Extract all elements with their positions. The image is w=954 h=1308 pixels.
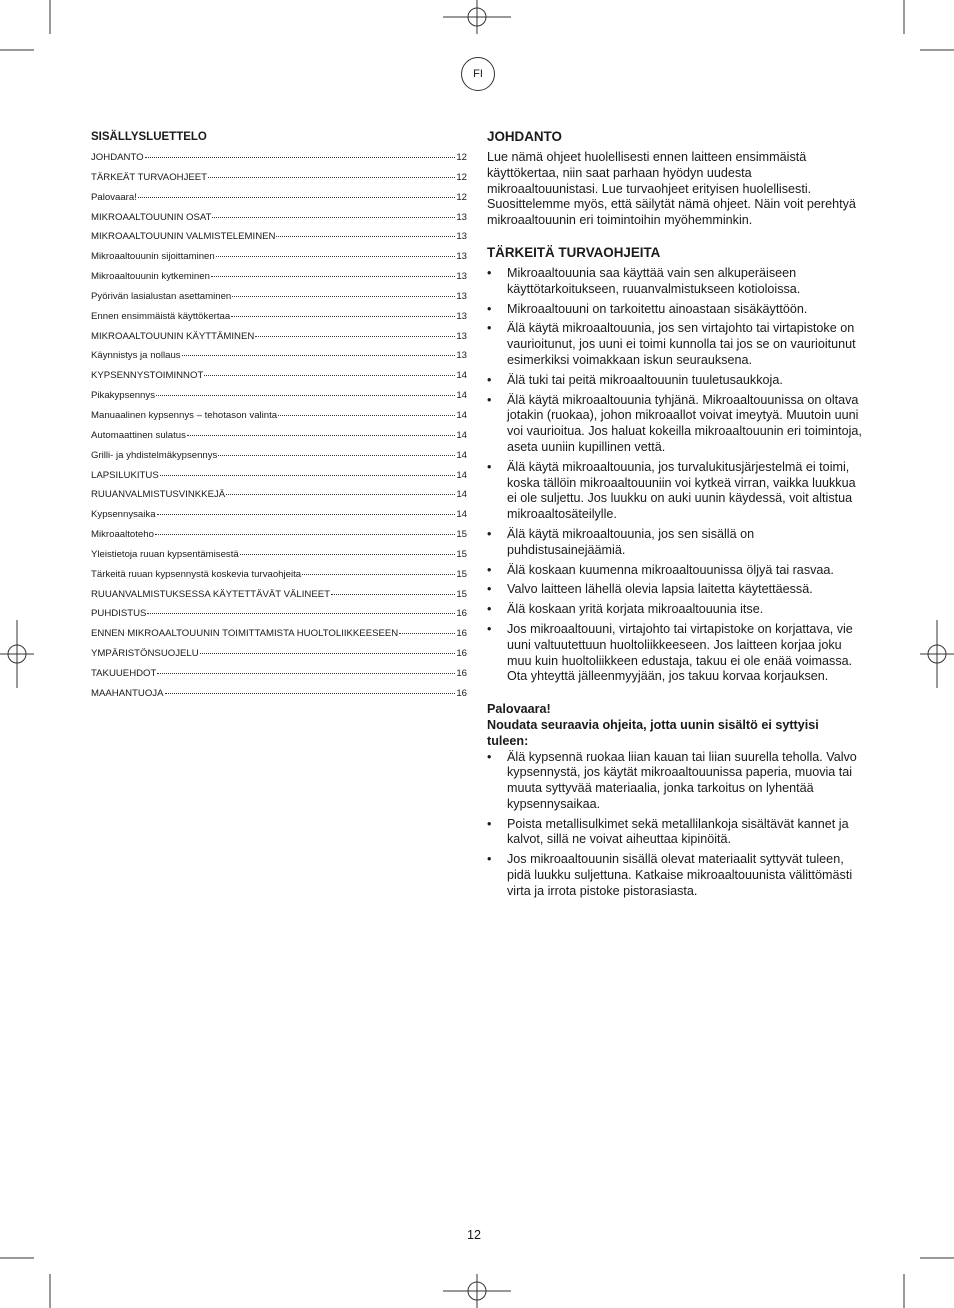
intro-heading: JOHDANTO bbox=[487, 129, 562, 144]
toc-entry-label: Automaattinen sulatus bbox=[91, 429, 186, 441]
registration-mark-left bbox=[0, 620, 34, 688]
registration-mark-bottom bbox=[443, 1274, 511, 1308]
toc-leader-dots bbox=[276, 228, 455, 237]
toc-entry-label: MIKROAALTOUUNIN KÄYTTÄMINEN bbox=[91, 330, 255, 342]
toc-entry-page: 14 bbox=[456, 390, 467, 402]
toc-entry-page: 14 bbox=[456, 509, 467, 521]
toc-leader-dots bbox=[157, 665, 455, 674]
toc-entry-page: 16 bbox=[456, 608, 467, 620]
toc-entry-page: 13 bbox=[456, 251, 467, 263]
toc-entry-label: Kypsennysaika bbox=[91, 509, 156, 521]
fire-item: • Jos mikroaaltouunin sisällä olevat materiaalit syttyvät tuleen, pidä luukku suljettuna. Katkaise mikroaaltouunista välittömästi virta ja irrota pistoke pistorasiasta. bbox=[487, 852, 863, 899]
toc-leader-dots bbox=[157, 506, 456, 515]
toc-entry-page: 13 bbox=[456, 231, 467, 243]
toc-leader-dots bbox=[182, 347, 456, 356]
registration-mark-right bbox=[920, 620, 954, 688]
toc-leader-dots bbox=[165, 685, 456, 694]
safety-item: • Älä koskaan yritä korjata mikroaaltouunia itse. bbox=[487, 602, 863, 618]
toc-entry-label: TAKUUEHDOT bbox=[91, 667, 157, 679]
toc-list bbox=[91, 151, 467, 707]
toc-entry-label: Pikakypsennys bbox=[91, 390, 155, 402]
language-badge: FI bbox=[461, 57, 495, 91]
toc-entry-label: Grilli- ja yhdistelmäkypsennys bbox=[91, 449, 218, 461]
safety-list bbox=[487, 266, 863, 685]
toc-entry-page: 13 bbox=[456, 290, 467, 302]
safety-item: • Älä käytä mikroaaltouunia, jos sen sisällä on puhdistusainejäämiä. bbox=[487, 527, 863, 559]
fire-list bbox=[487, 750, 863, 900]
toc-leader-dots bbox=[255, 328, 455, 337]
toc-entry-page: 15 bbox=[456, 548, 467, 560]
toc-leader-dots bbox=[218, 447, 455, 456]
toc-entry bbox=[91, 687, 467, 707]
toc-entry-label: Palovaara! bbox=[91, 191, 137, 203]
fire-item: • Älä kypsennä ruokaa liian kauan tai liian suurella teholla. Valvo kypsennystä, jos käytät mikroaaltouunissa paperia, muovia tai muuta syttyvää materiaalia, jonka tarkoitus on lyhentää kypsennysaikaa. bbox=[487, 750, 863, 813]
fire-subtitle: Noudata seuraavia ohjeita, jotta uunin sisältö ei syttyisi tuleen: bbox=[487, 717, 819, 748]
toc-entry-label: Manuaalinen kypsennys – tehotason valinta bbox=[91, 409, 278, 421]
safety-item: • Älä käytä mikroaaltouunia, jos sen virtajohto tai virtapistoke on vaurioitunut, jos uuni ei toimi kunnolla tai jos se on vaurioitunut esimerkiksi voimakkaan iskun seurauksena. bbox=[487, 321, 863, 368]
toc-entry-label: ENNEN MIKROAALTOUUNIN TOIMITTAMISTA HUOLTOLIIKKEESEEN bbox=[91, 628, 399, 640]
toc-entry-label: Tärkeitä ruuan kypsennystä koskevia turvaohjeita bbox=[91, 568, 302, 580]
toc-entry-label: RUUANVALMISTUKSESSA KÄYTETTÄVÄT VÄLINEET bbox=[91, 588, 331, 600]
toc-entry-page: 16 bbox=[456, 687, 467, 699]
registration-mark-top bbox=[443, 0, 511, 34]
toc-entry-page: 14 bbox=[456, 409, 467, 421]
toc-entry-page: 14 bbox=[456, 370, 467, 382]
toc-leader-dots bbox=[200, 645, 456, 654]
toc-entry-page: 15 bbox=[456, 568, 467, 580]
page-number: 12 bbox=[467, 1228, 482, 1242]
toc-entry-page: 13 bbox=[456, 211, 467, 223]
toc-entry-label: KYPSENNYSTOIMINNOT bbox=[91, 370, 204, 382]
toc-leader-dots bbox=[211, 268, 455, 277]
toc-leader-dots bbox=[145, 149, 456, 158]
toc-entry-page: 13 bbox=[456, 350, 467, 362]
toc-entry-page: 14 bbox=[456, 449, 467, 461]
safety-item: • Älä käytä mikroaaltouunia tyhjänä. Mikroaaltouunissa on oltava jotakin (ruokaa), johon mikroaallot voivat imeytyä. Muutoin uuni voi vaurioitua. Jos haluat kokeilla mikroaaltouunin eri toimintoja, aseta uuniin kupillinen vettä. bbox=[487, 393, 863, 456]
toc-leader-dots bbox=[226, 486, 455, 495]
toc-leader-dots bbox=[278, 407, 455, 416]
toc-entry-page: 13 bbox=[456, 271, 467, 283]
toc-entry-label: LAPSILUKITUS bbox=[91, 469, 159, 481]
toc-entry-page: 14 bbox=[456, 489, 467, 501]
toc-leader-dots bbox=[204, 367, 455, 376]
toc-leader-dots bbox=[231, 308, 455, 317]
toc-leader-dots bbox=[212, 209, 455, 218]
toc-leader-dots bbox=[147, 605, 455, 614]
safety-section bbox=[487, 245, 863, 685]
toc-entry-label: Käynnistys ja nollaus bbox=[91, 350, 181, 362]
toc-entry-page: 15 bbox=[456, 588, 467, 600]
toc-leader-dots bbox=[160, 467, 456, 476]
toc-entry-page: 13 bbox=[456, 330, 467, 342]
toc-entry-label: PUHDISTUS bbox=[91, 608, 147, 620]
toc-entry-label: Pyörivän lasialustan asettaminen bbox=[91, 290, 232, 302]
toc-entry-page: 16 bbox=[456, 648, 467, 660]
fire-title: Palovaara! bbox=[487, 702, 551, 717]
toc-entry-page: 12 bbox=[456, 152, 467, 163]
toc-leader-dots bbox=[187, 427, 455, 436]
fire-section bbox=[487, 702, 863, 749]
safety-item: • Älä käytä mikroaaltouunia, jos turvalukitusjärjestelmä ei toimi, koska tällöin mikroaaltouuniin voi kytkeä virran, vaikka luukkua ei ole suljettu. Jos luukku on auki uunin käydessä, voit altistua mikroaaltosäteilylle. bbox=[487, 460, 863, 523]
safety-item: • Älä koskaan kuumenna mikroaaltouunissa öljyä tai rasvaa. bbox=[487, 563, 863, 579]
toc-leader-dots bbox=[216, 248, 456, 257]
toc-leader-dots bbox=[155, 526, 455, 535]
safety-heading: TÄRKEITÄ TURVAOHJEITA bbox=[487, 244, 661, 260]
toc-entry-label: MIKROAALTOUUNIN OSAT bbox=[91, 211, 212, 223]
toc-entry-label: Mikroaaltouunin kytkeminen bbox=[91, 271, 210, 283]
toc-entry-page: 16 bbox=[456, 667, 467, 679]
toc-entry-label: TÄRKEÄT TURVAOHJEET bbox=[91, 171, 208, 183]
toc-entry-page: 16 bbox=[456, 628, 467, 640]
toc-entry-label: YMPÄRISTÖNSUOJELU bbox=[91, 648, 199, 660]
toc-leader-dots bbox=[138, 189, 455, 198]
toc-entry-label: Mikroaaltouunin sijoittaminen bbox=[91, 251, 215, 263]
toc-entry-page: 13 bbox=[456, 310, 467, 322]
toc-leader-dots bbox=[331, 586, 455, 595]
table-of-contents bbox=[91, 129, 467, 707]
toc-entry-label: RUUANVALMISTUSVINKKEJÄ bbox=[91, 489, 226, 501]
safety-item: • Valvo laitteen lähellä olevia lapsia laitetta käytettäessä. bbox=[487, 582, 863, 598]
toc-entry-label: Yleistietoja ruuan kypsentämisestä bbox=[91, 548, 239, 560]
toc-entry-page: 14 bbox=[456, 429, 467, 441]
toc-entry-label: JOHDANTO bbox=[91, 152, 144, 163]
toc-title: SISÄLLYSLUETTELO bbox=[91, 131, 207, 143]
toc-entry-page: 15 bbox=[456, 529, 467, 541]
toc-leader-dots bbox=[232, 288, 455, 297]
toc-entry-label: MAAHANTUOJA bbox=[91, 687, 164, 699]
toc-leader-dots bbox=[240, 546, 456, 555]
toc-leader-dots bbox=[208, 169, 455, 178]
toc-leader-dots bbox=[302, 566, 455, 575]
toc-entry-page: 12 bbox=[456, 171, 467, 183]
safety-item: • Mikroaaltouunia saa käyttää vain sen alkuperäiseen käyttötarkoitukseen, ruuanvalmistukseen kotioloissa. bbox=[487, 266, 863, 298]
toc-entry-label: Ennen ensimmäistä käyttökertaa bbox=[91, 310, 231, 322]
toc-entry-label: Mikroaaltoteho bbox=[91, 529, 154, 541]
toc-entry-label: MIKROAALTOUUNIN VALMISTELEMINEN bbox=[91, 231, 276, 243]
safety-item: • Jos mikroaaltouuni, virtajohto tai virtapistoke on korjattava, vie uuni valtuutettuun huoltoliikkeeseen. Jos laitteen korjaa joku muu kuin huoltoliikkeen edustaja, takuu ei ole enää voimassa. Ota yhteyttä jälleenmyyjään, jos takuu korvaa korjauksen. bbox=[487, 622, 863, 685]
toc-entry-page: 14 bbox=[456, 469, 467, 481]
content-column bbox=[487, 129, 863, 904]
toc-entry-page: 12 bbox=[456, 191, 467, 203]
intro-text: Lue nämä ohjeet huolellisesti ennen laitteen ensimmäistä käyttökertaa, niin saat parhaan hyödyn uudesta mikroaaltouunistasi. Lue turvaohjeet erityisen huolellisesti. Suosittelemme myös, että säilytät nämä ohjeet. Näin voit perehtyä mikroaaltouunin eri toimintoihin myöhemminkin. bbox=[487, 150, 856, 228]
fire-item: • Poista metallisulkimet sekä metallilankoja sisältävät kannet ja kalvot, sillä ne voivat aiheuttaa kipinöitä. bbox=[487, 817, 863, 849]
toc-leader-dots bbox=[156, 387, 455, 396]
toc-leader-dots bbox=[399, 625, 455, 634]
safety-item: • Älä tuki tai peitä mikroaaltouunin tuuletusaukkoja. bbox=[487, 373, 863, 389]
safety-item: • Mikroaaltouuni on tarkoitettu ainoastaan sisäkäyttöön. bbox=[487, 302, 863, 318]
